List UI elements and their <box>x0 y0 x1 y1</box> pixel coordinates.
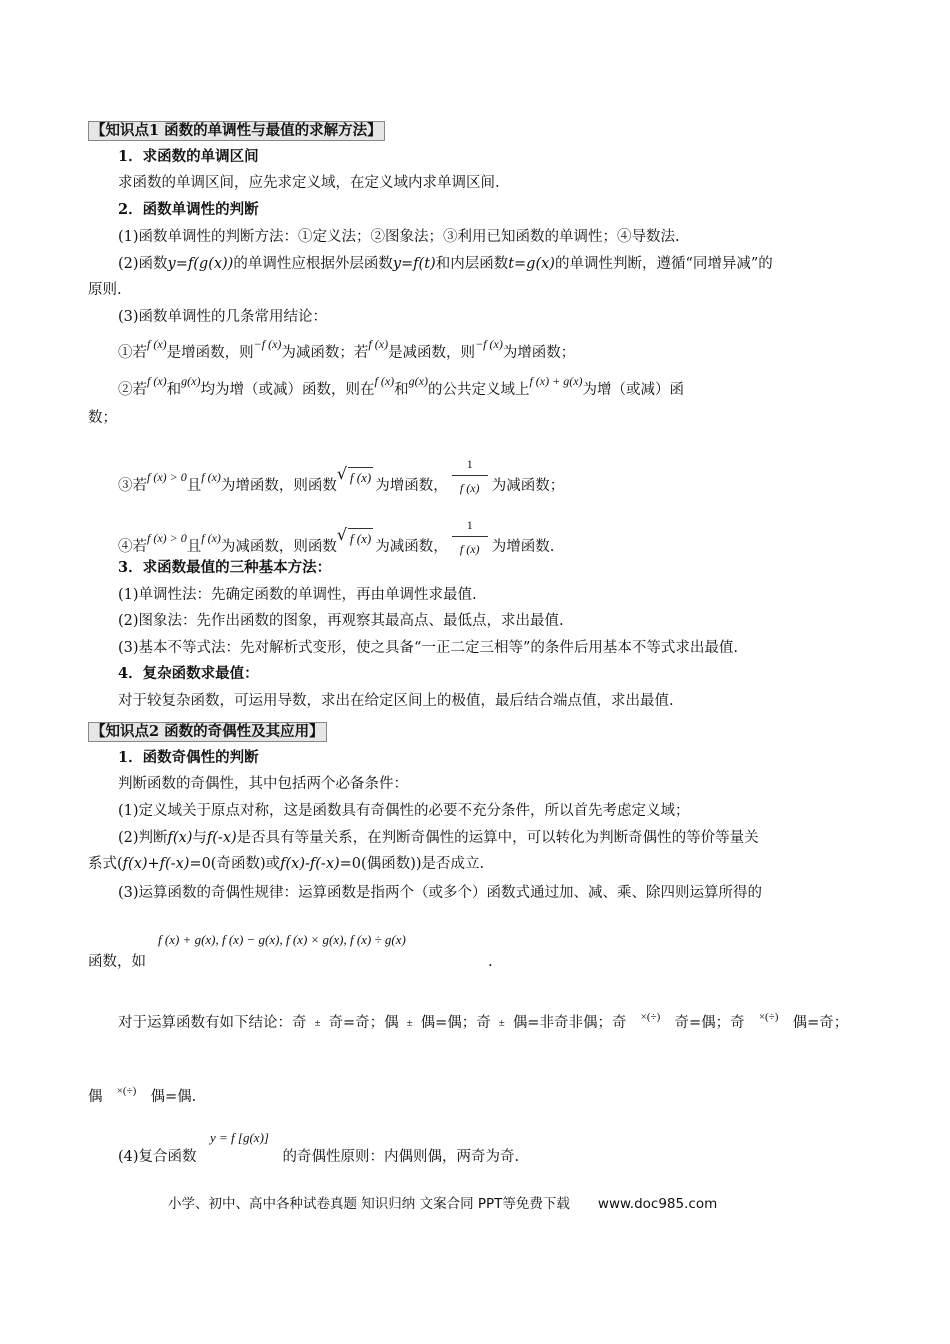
text: 偶=偶； <box>420 1015 477 1031</box>
denominator: f (x) <box>459 481 480 495</box>
paragraph-derivative: 对于较复杂函数，可运用导数，求出在给定区间上的极值，最后结合端点值，求出最值. <box>118 693 674 709</box>
text: 为增函数. <box>491 539 555 555</box>
text: 为增（或减）函 <box>582 382 685 398</box>
text: 为减函数，则函数 <box>220 539 337 555</box>
text: 奇 <box>292 1015 307 1031</box>
text: 偶=偶. <box>150 1089 197 1105</box>
operator-symbol: ± <box>406 1017 413 1029</box>
operator-symbol: ×(÷) <box>758 1011 779 1023</box>
subheading-2-1: 1．函数奇偶性的判断 <box>118 749 259 766</box>
formula-fx: f (x) <box>147 374 167 388</box>
formula-fx-gt0: f (x) > 0 <box>147 531 187 545</box>
text: 偶=非奇非偶； <box>512 1015 612 1031</box>
text: 的奇偶性原则：内偶则偶，两奇为奇. <box>282 1149 520 1165</box>
paragraph-domain: (1)定义域关于原点对称，这是函数具有奇偶性的必要不充分条件，所以首先考虑定义域； <box>118 803 690 819</box>
formula: f(x) <box>167 830 193 846</box>
paragraph-monotonic-method: (1)单调性法：先确定函数的单调性，再由单调性求最值. <box>118 587 477 603</box>
text: 奇=奇； <box>328 1015 385 1031</box>
text: 为增函数； <box>502 345 576 361</box>
formula-composite: y = f [g(x)] <box>210 1130 269 1145</box>
paragraph-conclusions: (3)函数单调性的几条常用结论： <box>118 309 328 325</box>
operator-symbol: ×(÷) <box>640 1011 661 1023</box>
paragraph-example <box>88 952 493 972</box>
paragraph-equality-cont <box>88 854 484 874</box>
formula: f(-x) <box>206 830 237 846</box>
formula-fx-gt0: f (x) > 0 <box>147 470 187 484</box>
text: 和 <box>166 382 182 398</box>
text: 均为增（或减）函数，则在 <box>200 382 375 398</box>
conclusion-2-cont: 数； <box>88 410 117 426</box>
text: 的单调性判断，遵循“同增异减”的 <box>554 256 773 272</box>
text: ④若 <box>118 539 147 555</box>
text: 是增函数，则 <box>166 345 254 361</box>
text: =0(偶函数))是否成立. <box>339 856 485 872</box>
text: 和内层函数 <box>435 256 509 272</box>
paragraph-method: (1)函数单调性的判断方法：①定义法；②图象法；③利用已知函数的单调性；④导数法. <box>118 229 680 245</box>
formula-gx: g(x) <box>181 374 201 388</box>
paragraph-parity-rules <box>118 1013 848 1033</box>
paragraph-composite-cont: 原则. <box>88 282 122 298</box>
subheading-1-1: 1．求函数的单调区间 <box>118 148 259 165</box>
text: ③若 <box>118 478 147 494</box>
section-header-2: 【知识点2 函数的奇偶性及其应用】 <box>88 722 327 742</box>
footer-text: 小学、初中、高中各种试卷真题 知识归纳 文案合同 PPT等免费下载 <box>168 1196 570 1212</box>
page-footer <box>168 1192 717 1212</box>
formula-fx: f (x) <box>368 337 389 351</box>
formula-fx: f (x) <box>201 531 221 545</box>
text: 为增函数，则函数 <box>220 478 337 494</box>
formula: f(x)+f(-x) <box>122 856 190 872</box>
denominator: f (x) <box>459 542 480 556</box>
formula-fx: f (x) <box>201 470 221 484</box>
text: (4)复合函数 <box>118 1149 197 1165</box>
formula-operations: f (x) + g(x), f (x) − g(x), f (x) × g(x), f (x) ÷ g(x) <box>158 932 406 947</box>
paragraph-1-1: 求函数的单调区间，应先求定义域，在定义域内求单调区间. <box>118 175 500 191</box>
formula-neg-fx: −f (x) <box>475 337 503 351</box>
radicand: f (x) <box>348 467 373 488</box>
conclusion-3 <box>118 457 565 506</box>
reciprocal-formula <box>452 517 488 557</box>
text: 奇 <box>476 1015 491 1031</box>
text: 奇 <box>611 1015 627 1031</box>
text: 偶=奇； <box>792 1015 849 1031</box>
paragraph-intro: 判断函数的奇偶性，其中包括两个必备条件： <box>118 776 408 792</box>
paragraph-equality <box>118 828 759 848</box>
sqrt-formula <box>339 467 373 488</box>
text: 函数，如 <box>88 954 146 970</box>
text: 与 <box>192 830 207 846</box>
fraction-bar <box>452 475 488 476</box>
text: . <box>488 954 493 970</box>
text: 偶 <box>384 1015 399 1031</box>
text: 对于运算函数有如下结论： <box>118 1015 292 1031</box>
text: 系式( <box>88 856 123 872</box>
formula-neg-fx: −f (x) <box>253 337 282 351</box>
formula-fx: f (x) <box>374 374 395 388</box>
paragraph-composite-parity <box>118 1147 519 1167</box>
text: 为增函数， <box>375 478 448 494</box>
formula: t=g(x) <box>508 256 555 272</box>
text: 的单调性应根据外层函数 <box>233 256 393 272</box>
text: ②若 <box>118 382 147 398</box>
operator-symbol: ± <box>498 1017 505 1029</box>
reciprocal-formula <box>452 456 488 496</box>
text: 是减函数，则 <box>388 345 476 361</box>
text: 是否具有等量关系，在判断奇偶性的运算中，可以转化为判断奇偶性的等价等量关 <box>236 830 759 846</box>
text: 和 <box>394 382 409 398</box>
text: (2)函数 <box>118 256 168 272</box>
paragraph-composite <box>118 254 773 274</box>
subheading-1-3: 3．求函数最值的三种基本方法： <box>118 559 332 576</box>
radicand: f (x) <box>348 528 373 549</box>
numerator: 1 <box>466 518 473 532</box>
text: 为减函数； <box>491 478 565 494</box>
sqrt-formula <box>339 528 373 549</box>
text: ①若 <box>118 345 147 361</box>
formula: f(x)-f(-x) <box>280 856 340 872</box>
numerator: 1 <box>466 457 473 471</box>
operator-symbol: ± <box>314 1017 321 1029</box>
formula: y=f(t) <box>392 256 436 272</box>
paragraph-parity-rules-cont <box>88 1087 196 1107</box>
text: (2)判断 <box>118 830 168 846</box>
fraction-bar <box>452 536 488 537</box>
section-header-1: 【知识点1 函数的单调性与最值的求解方法】 <box>88 121 385 141</box>
paragraph-inequality-method: (3)基本不等式法：先对解析式变形，使之具备“一正二定三相等”的条件后用基本不等式求出最值. <box>118 640 738 656</box>
text: 且 <box>186 478 202 494</box>
formula-fx-plus-gx: f (x) + g(x) <box>529 374 583 388</box>
conclusion-2 <box>118 374 685 400</box>
text: 为减函数， <box>375 539 448 555</box>
formula-gx: g(x) <box>408 374 428 388</box>
text: 奇=偶； <box>674 1015 731 1031</box>
text: 偶 <box>88 1089 103 1105</box>
operator-symbol: ×(÷) <box>116 1085 137 1097</box>
formula-fx: f (x) <box>147 337 167 351</box>
text: 奇 <box>730 1015 745 1031</box>
paragraph-operation-rule: (3)运算函数的奇偶性规律：运算函数是指两个（或多个）函数式通过加、减、乘、除四则运算所得的 <box>118 885 763 901</box>
text: 的公共定义域上 <box>427 382 530 398</box>
subheading-1-2: 2．函数单调性的判断 <box>118 201 259 218</box>
conclusion-1 <box>118 337 576 363</box>
formula: y=f(g(x)) <box>167 256 234 272</box>
text: =0(奇函数)或 <box>189 856 281 872</box>
text: 且 <box>186 539 202 555</box>
paragraph-graph-method: (2)图象法：先作出函数的图象，再观察其最高点、最低点，求出最值. <box>118 613 564 629</box>
subheading-1-4: 4．复杂函数求最值： <box>118 665 259 682</box>
text: 为减函数；若 <box>281 345 369 361</box>
footer-url[interactable]: www.doc985.com <box>597 1196 718 1212</box>
